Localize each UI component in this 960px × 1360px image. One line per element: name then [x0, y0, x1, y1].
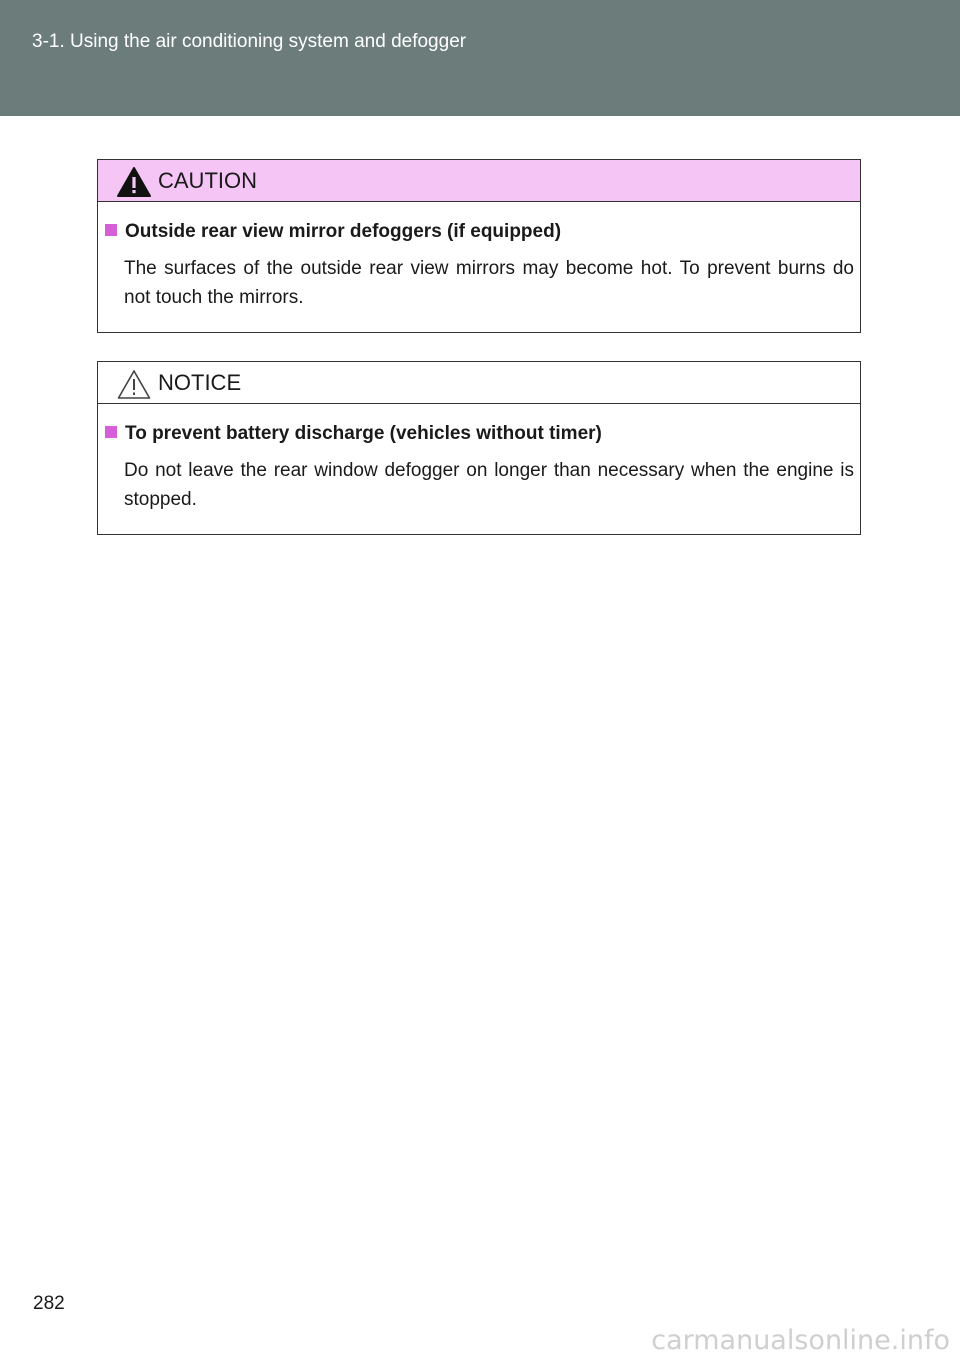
- caution-item-text: The surfaces of the outside rear view mirrors may become hot. To prevent burns do not touch the mirrors.: [124, 258, 854, 308]
- notice-item-text: Do not leave the rear window defogger on longer than necessary when the engine is stopped.: [124, 460, 854, 510]
- caution-label: CAUTION: [158, 168, 257, 193]
- notice-heading-text: To prevent battery discharge (vehicles without timer): [125, 423, 602, 444]
- square-bullet-icon: [105, 224, 117, 236]
- notice-label: NOTICE: [158, 370, 242, 395]
- caution-box: [97, 159, 861, 333]
- warning-triangle-filled-icon: [116, 166, 152, 198]
- notice-header: [98, 362, 860, 404]
- notice-box: [97, 361, 861, 535]
- square-bullet-icon: [105, 426, 117, 438]
- caution-header: [98, 160, 860, 202]
- page-number: 282: [33, 1293, 65, 1314]
- warning-triangle-outline-icon: [116, 368, 152, 400]
- watermark: carmanualsonline.info: [651, 1325, 950, 1356]
- header-band: [0, 0, 960, 116]
- caution-item-heading: [105, 221, 561, 243]
- notice-item-heading: [105, 423, 602, 445]
- section-title: 3-1. Using the air conditioning system and defogger: [32, 31, 467, 52]
- caution-heading-text: Outside rear view mirror defoggers (if equipped): [125, 221, 562, 242]
